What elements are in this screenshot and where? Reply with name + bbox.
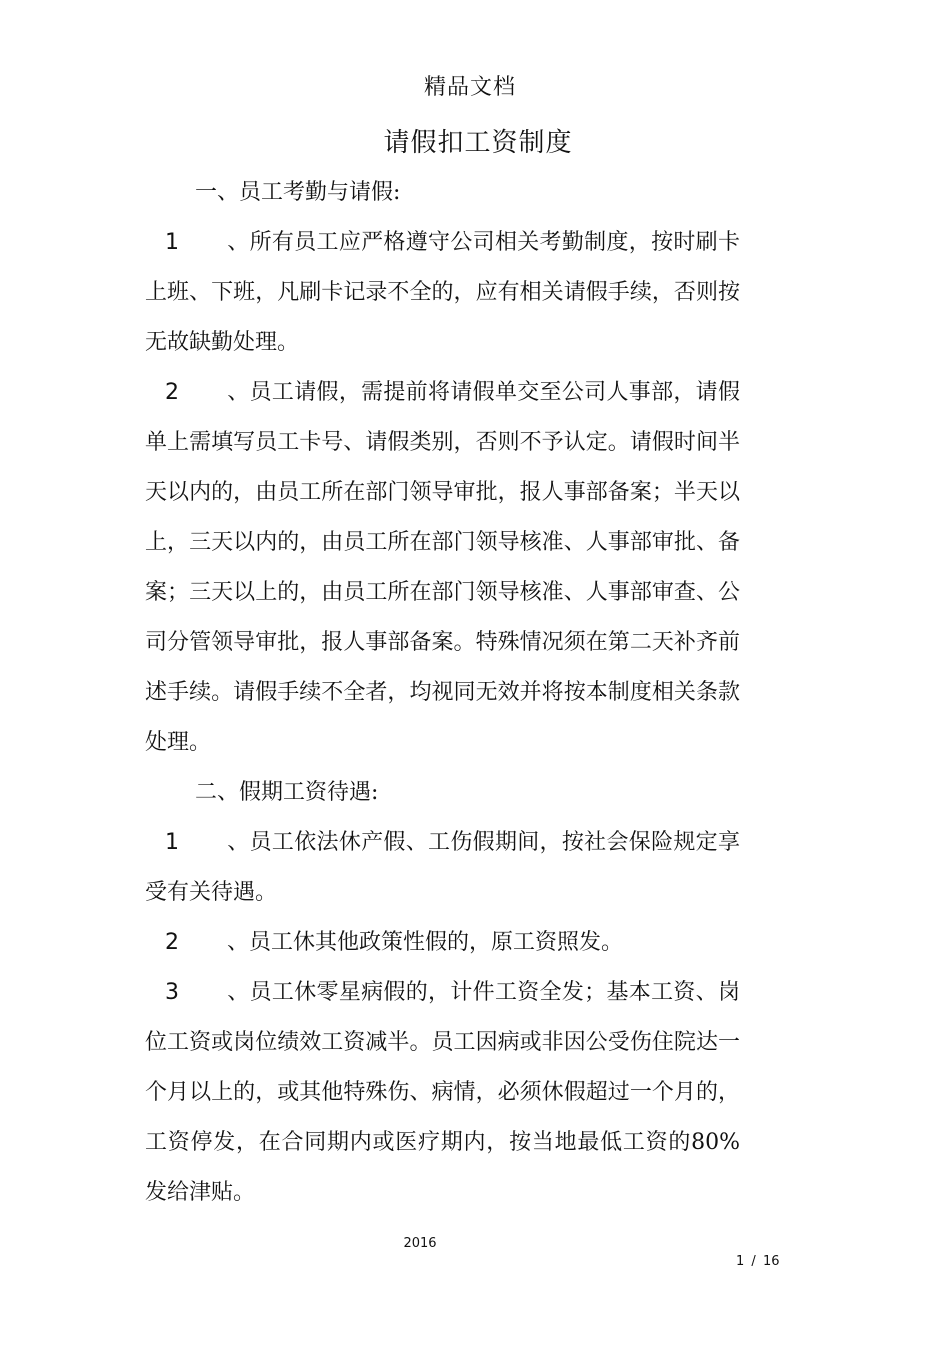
document-title: 请假扣工资制度	[383, 128, 573, 158]
item-number: 2	[165, 380, 179, 405]
paragraph-text: 、员工休其他政策性假的，原工资照发。	[227, 930, 624, 955]
paragraph-text: 、员工休零星病假的，计件工资全发；基本工资、岗位工资或岗位绩效工资减半。员工因病或非因公受伤住院达一个月以上的，或其他特殊伤、病情，必须休假超过一个月的，工资停发，在合同期内或医疗期内，按当地最低工资的80%发给津贴。	[145, 980, 740, 1205]
item-number: 2	[165, 930, 179, 955]
page-number	[736, 1254, 780, 1269]
page-current: 1	[736, 1254, 745, 1269]
item-number: 1	[165, 230, 179, 255]
paragraph	[145, 918, 740, 968]
page-total: 16	[762, 1254, 780, 1269]
page-separator: /	[751, 1254, 756, 1269]
paragraph	[145, 818, 740, 918]
paragraph	[145, 968, 740, 1218]
paragraph	[145, 368, 740, 768]
item-number: 3	[165, 980, 179, 1005]
paragraph-text: 、员工请假，需提前将请假单交至公司人事部，请假单上需填写员工卡号、请假类别，否则不予认定。请假时间半天以内的，由员工所在部门领导审批，报人事部备案；半天以上，三天以内的，由员工所在部门领导核准、人事部审批、备案；三天以上的，由员工所在部门领导核准、人事部审查、公司分管领导审批，报人事部备案。特殊情况须在第二天补齐前述手续。请假手续不全者，均视同无效并将按本制度相关条款处理。	[145, 380, 740, 755]
footer-year: 2016	[403, 1236, 437, 1251]
page-header: 精品文档	[423, 75, 516, 100]
paragraph-text: 、员工依法休产假、工伤假期间，按社会保险规定享受有关待遇。	[145, 830, 740, 905]
paragraph	[145, 218, 740, 368]
section-heading: 二、假期工资待遇:	[195, 780, 379, 805]
item-number: 1	[165, 830, 179, 855]
section-heading: 一、员工考勤与请假:	[195, 180, 401, 205]
paragraph-text: 、所有员工应严格遵守公司相关考勤制度，按时刷卡上班、下班，凡刷卡记录不全的，应有相关请假手续，否则按无故缺勤处理。	[145, 230, 740, 355]
document-body	[145, 168, 740, 1218]
